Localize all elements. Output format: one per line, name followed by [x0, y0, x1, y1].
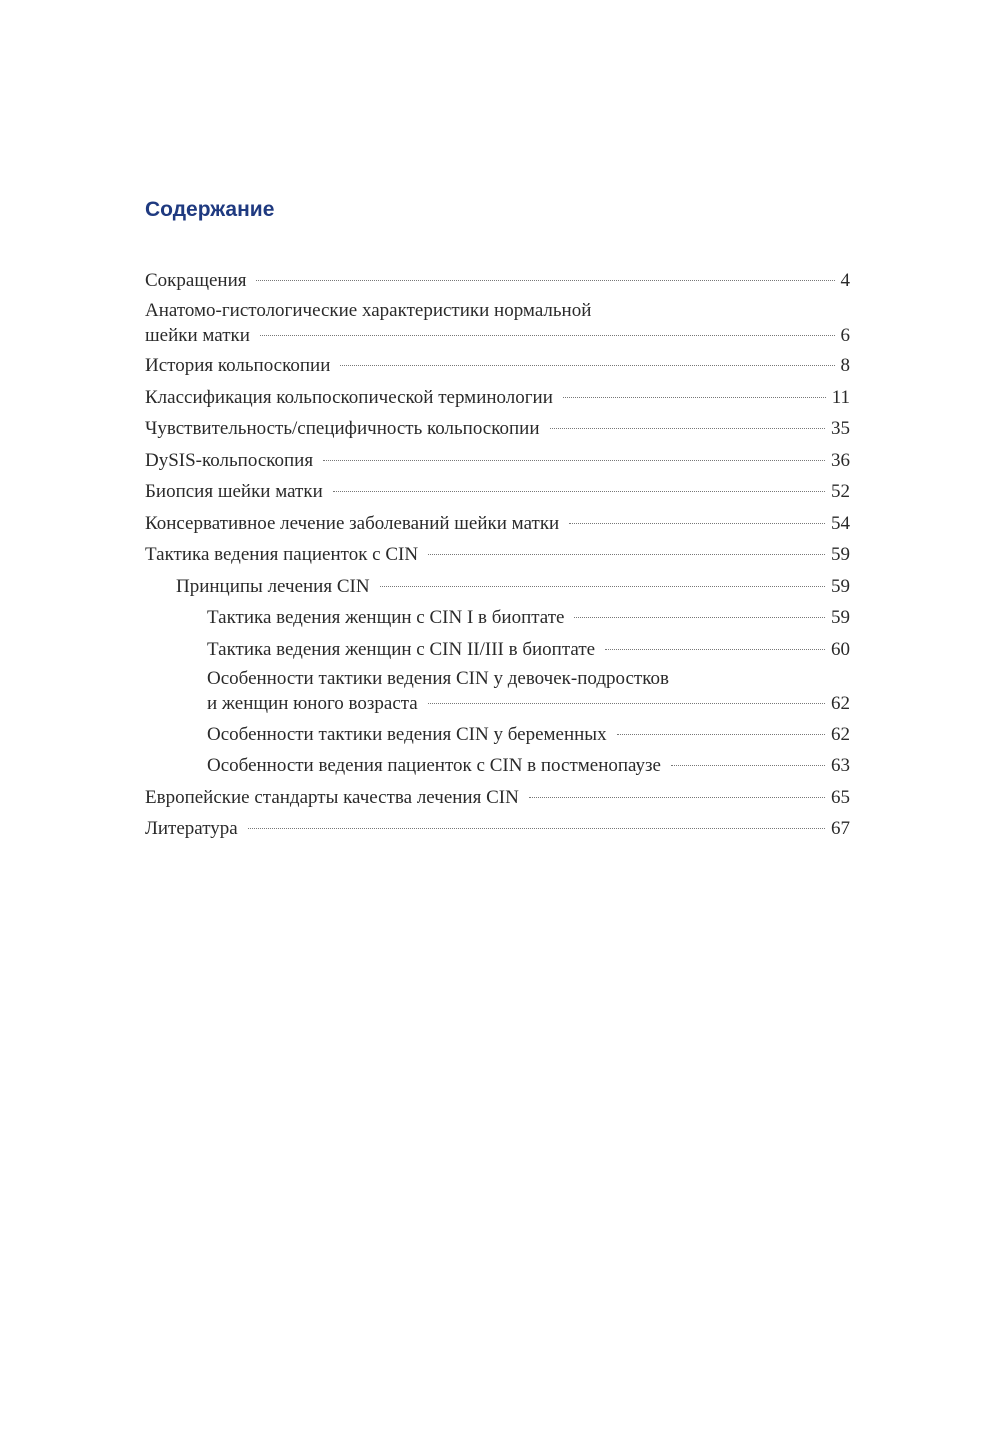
toc-entry[interactable] [145, 477, 850, 506]
dot-leader [333, 491, 825, 492]
toc-page-number: 11 [831, 386, 850, 408]
toc-page-number: 59 [831, 607, 850, 628]
toc-entry[interactable] [145, 783, 850, 812]
toc-entry-title: Сокращения [145, 270, 247, 291]
toc-entry-title: Консервативное лечение заболеваний шейки матки [145, 512, 560, 534]
toc-entry[interactable] [145, 298, 850, 349]
toc-entry[interactable] [145, 603, 850, 632]
dot-leader [380, 586, 825, 587]
toc-entry-title: Анатомо-гистологические характеристики нормальной [145, 299, 592, 321]
toc-entry[interactable] [145, 572, 850, 601]
toc-entry-title: Принципы лечения CIN [176, 575, 370, 597]
dot-leader [569, 523, 825, 524]
dot-leader [248, 828, 825, 829]
dot-leader [563, 397, 826, 398]
dot-leader [617, 734, 825, 735]
dot-leader [340, 365, 834, 366]
toc-entry-title: Биопсия шейки матки [145, 481, 323, 502]
toc-page-number: 4 [840, 270, 850, 291]
toc-entry-title: Классификация кольпоскопической терминологии [145, 386, 553, 408]
dot-leader [428, 703, 825, 704]
toc-entry-title-continued: шейки матки [145, 324, 250, 346]
dot-leader [574, 617, 825, 618]
toc-entry-title: История кольпоскопии [145, 355, 331, 376]
toc-entry-title: Особенности ведения пациенток с CIN в постменопаузе [207, 755, 661, 776]
page-title: Содержание [145, 198, 275, 221]
toc-entry[interactable] [145, 814, 850, 843]
toc-page-number: 35 [831, 418, 850, 439]
toc-page-number: 52 [831, 481, 850, 502]
toc-entry-title: Тактика ведения пациенток с CIN [145, 544, 419, 565]
toc-entry[interactable] [145, 446, 850, 475]
dot-leader [428, 554, 825, 555]
toc-entry[interactable] [145, 383, 850, 412]
toc-entry[interactable] [145, 666, 850, 717]
toc-entry[interactable] [145, 509, 850, 538]
toc-entry-title-continued: и женщин юного возраста [207, 693, 418, 714]
toc-entry[interactable] [145, 351, 850, 380]
toc-entry-title: Особенности тактики ведения CIN у девочек-подростков [207, 668, 669, 689]
toc-entry-title: Тактика ведения женщин с CIN I в биоптате [207, 607, 565, 628]
dot-leader [529, 797, 825, 798]
dot-leader [256, 280, 834, 281]
dot-leader [605, 649, 825, 650]
toc-entry[interactable] [145, 266, 850, 295]
dot-leader [260, 335, 835, 336]
toc-entry-title: Европейские стандарты качества лечения CIN [145, 786, 519, 808]
toc-page-number: 65 [831, 786, 850, 808]
toc-entry[interactable] [145, 751, 850, 780]
toc-page-number: 63 [831, 755, 850, 776]
toc-entry[interactable] [145, 720, 850, 749]
toc-page-number: 6 [840, 324, 850, 346]
toc-entry-title: Особенности тактики ведения CIN у беременных [207, 723, 607, 745]
toc-page-number: 59 [831, 544, 850, 565]
toc-page-number: 54 [831, 512, 850, 534]
toc-entry[interactable] [145, 635, 850, 664]
toc-page-number: 8 [840, 355, 850, 376]
toc-entry[interactable] [145, 540, 850, 569]
toc-page-number: 62 [831, 723, 850, 745]
toc-page-number: 62 [831, 693, 850, 714]
toc-entry-title: Чувствительность/специфичность кольпоскопии [145, 418, 540, 439]
table-of-contents [145, 266, 850, 846]
dot-leader [550, 428, 826, 429]
toc-entry-title: Литература [145, 818, 238, 839]
toc-page-number: 36 [831, 449, 850, 471]
toc-entry-title: DySIS-кольпоскопия [145, 449, 314, 471]
toc-entry-title: Тактика ведения женщин с CIN II/III в биоптате [207, 638, 596, 660]
dot-leader [323, 460, 825, 461]
toc-page-number: 60 [831, 638, 850, 660]
dot-leader [671, 765, 825, 766]
toc-entry[interactable] [145, 414, 850, 443]
toc-page-number: 59 [831, 575, 850, 597]
toc-page-number: 67 [831, 818, 850, 839]
